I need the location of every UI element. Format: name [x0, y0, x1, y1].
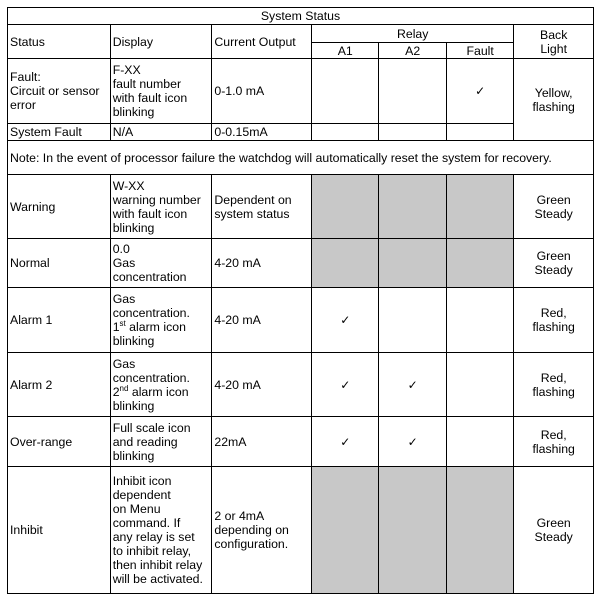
display-text-b: alarm icon blinking [112, 320, 186, 348]
relay-fault-cell [446, 353, 513, 417]
relay-a1-cell-disabled [312, 239, 379, 288]
status-cell: Alarm 1 [8, 288, 111, 353]
display-cell: Inhibit icon dependent on Menu command. If any relay is set to inhibit relay, then inhibit relay will be activated. [110, 467, 212, 594]
backlight-cell: Red, flashing [514, 288, 594, 353]
table-row-fault [8, 59, 594, 124]
header-row-1 [8, 25, 594, 43]
relay-a2-cell [379, 124, 446, 141]
relay-fault-cell-disabled [446, 175, 513, 239]
check-icon: ✓ [407, 434, 418, 449]
output-cell: 2 or 4mA depending on configuration. [212, 467, 312, 594]
output-cell: 0-0.15mA [212, 124, 312, 141]
display-cell [110, 353, 212, 417]
backlight-cell: Red, flashing [514, 353, 594, 417]
header-relay: Relay [312, 25, 514, 43]
backlight-cell: Yellow, flashing [514, 59, 594, 141]
backlight-cell: Green Steady [514, 175, 594, 239]
backlight-cell: Green Steady [514, 239, 594, 288]
relay-fault-cell [446, 288, 513, 353]
output-cell: 0-1.0 mA [212, 59, 312, 124]
table-row-note [8, 141, 594, 175]
status-cell: System Fault [8, 124, 111, 141]
relay-a1-cell [312, 59, 379, 124]
relay-a1-cell-disabled [312, 467, 379, 594]
output-cell: 4-20 mA [212, 239, 312, 288]
status-cell: Normal [8, 239, 111, 288]
relay-a1-cell [312, 124, 379, 141]
header-back-light: Back Light [514, 25, 594, 59]
display-cell: W-XX warning number with fault icon blinking [110, 175, 212, 239]
check-icon: ✓ [340, 434, 351, 449]
header-status: Status [8, 25, 111, 59]
table-row-over-range [8, 417, 594, 467]
relay-a2-cell-disabled [379, 175, 446, 239]
table-row-warning [8, 175, 594, 239]
relay-a2-cell [379, 59, 446, 124]
relay-a2-cell [379, 417, 446, 467]
display-cell: N/A [110, 124, 212, 141]
relay-a2-cell [379, 288, 446, 353]
system-status-table [7, 7, 594, 594]
display-text-b: alarm icon blinking [112, 384, 189, 413]
status-cell: Inhibit [8, 467, 111, 594]
output-cell: Dependent on system status [212, 175, 312, 239]
table-row-inhibit [8, 467, 594, 594]
check-icon: ✓ [475, 84, 486, 98]
status-cell: Alarm 2 [8, 353, 111, 417]
display-cell: Full scale icon and reading blinking [110, 417, 212, 467]
table-row-alarm-2 [8, 353, 594, 417]
output-cell: 22mA [212, 417, 312, 467]
relay-a1-cell-disabled [312, 175, 379, 239]
table-row-system-fault [8, 124, 594, 141]
relay-a1-cell [312, 353, 379, 417]
output-cell: 4-20 mA [212, 288, 312, 353]
header-a1: A1 [312, 43, 379, 59]
table-row-normal [8, 239, 594, 288]
display-text-a: Gas concentration. 2 [112, 356, 190, 399]
header-fault: Fault [446, 43, 513, 59]
relay-a1-cell [312, 288, 379, 353]
backlight-cell: Red, flashing [514, 417, 594, 467]
display-cell: F-XX fault number with fault icon blinking [110, 59, 212, 124]
check-icon: ✓ [407, 377, 418, 392]
ordinal-suffix: st [119, 318, 126, 328]
display-cell [110, 288, 212, 353]
relay-fault-cell [446, 417, 513, 467]
check-icon: ✓ [340, 377, 351, 392]
title-row [8, 8, 594, 25]
relay-fault-cell [446, 124, 513, 141]
table-row-alarm-1 [8, 288, 594, 353]
header-current-output: Current Output [212, 25, 312, 59]
table-title: System Status [8, 8, 594, 25]
header-a2: A2 [379, 43, 446, 59]
status-cell: Over-range [8, 417, 111, 467]
header-display: Display [110, 25, 212, 59]
relay-a1-cell [312, 417, 379, 467]
status-cell: Warning [8, 175, 111, 239]
relay-a2-cell-disabled [379, 239, 446, 288]
ordinal-suffix: nd [119, 383, 129, 393]
status-cell: Fault: Circuit or sensor error [8, 59, 111, 124]
relay-a2-cell-disabled [379, 467, 446, 594]
display-text-a: Gas concentration. 1 [112, 292, 190, 334]
output-cell: 4-20 mA [212, 353, 312, 417]
note-text: Note: In the event of processor failure the watchdog will automatically reset the system for recovery. [8, 141, 594, 175]
relay-a2-cell [379, 353, 446, 417]
relay-fault-cell-disabled [446, 467, 513, 594]
check-icon: ✓ [340, 313, 351, 327]
relay-fault-cell-disabled [446, 239, 513, 288]
display-cell: 0.0 Gas concentration [110, 239, 212, 288]
relay-fault-cell [446, 59, 513, 124]
backlight-cell: Green Steady [514, 467, 594, 594]
